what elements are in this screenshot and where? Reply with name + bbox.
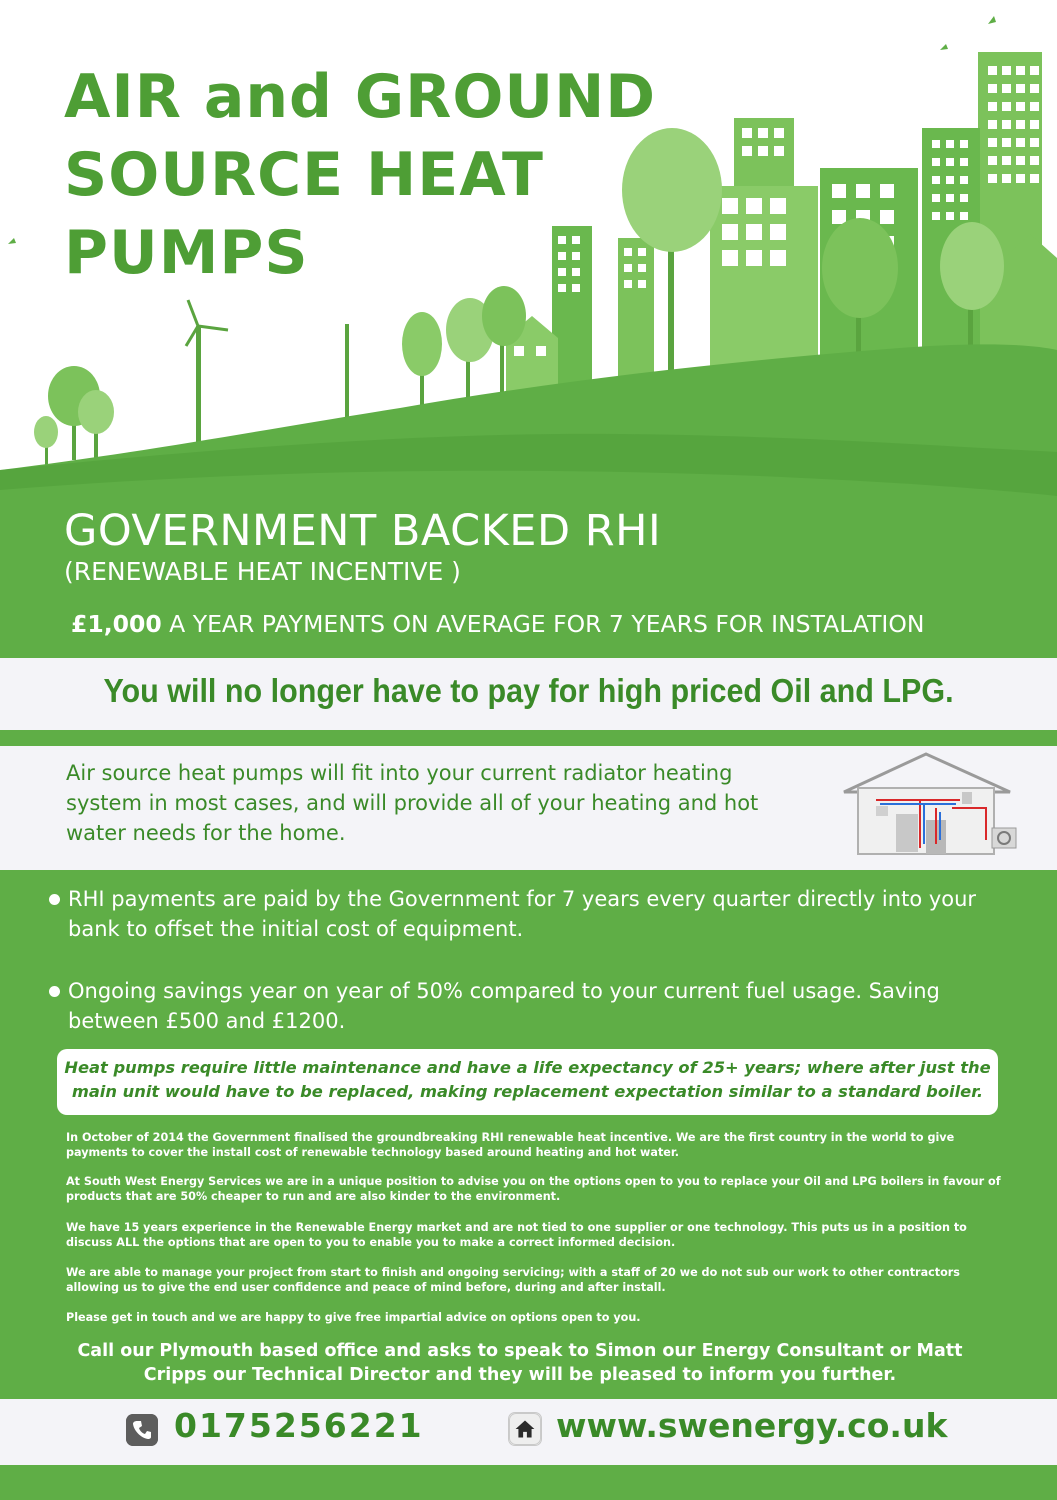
headline-line: SOURCE HEAT bbox=[64, 140, 544, 210]
website-link[interactable]: www.swenergy.co.uk bbox=[556, 1406, 948, 1445]
air-source-text: Air source heat pumps will fit into your current radiator heating system in most cases, and will provide all of your heating and hot water needs for the home. bbox=[66, 761, 759, 845]
payment-amount: £1,000 bbox=[71, 610, 162, 638]
phone-number[interactable]: 0175256221 bbox=[174, 1406, 424, 1445]
bullet-rhi-payments bbox=[68, 884, 1008, 944]
headline-line: AIR and GROUND bbox=[64, 62, 657, 132]
call-to-action: Call our Plymouth based office and asks to speak to Simon our Energy Consultant or Matt Cripps our Technical Director and they will be pleased to inform you further. bbox=[77, 1341, 963, 1385]
bullet-dot-icon bbox=[49, 986, 60, 997]
paragraph-project: We are able to manage your project from start to finish and ongoing servicing; with a staff of 20 we do not sub our work to other contractors allowing us to give the end user confidence and peace of mind before, during and after install. bbox=[66, 1266, 960, 1294]
hero-banner bbox=[0, 0, 1057, 520]
bullet-ongoing-savings bbox=[68, 976, 1008, 1036]
bullet-text: Ongoing savings year on year of 50% compared to your current fuel usage. Saving between £500 and £1200. bbox=[68, 979, 940, 1033]
heat-pump-house-diagram bbox=[836, 748, 1022, 860]
paragraph-government: In October of 2014 the Government finalised the groundbreaking RHI renewable heat incentive. We are the first country in the world to give payments to cover the install cost of renewable technology based around heating and hot water. bbox=[66, 1131, 955, 1159]
rhi-title: GOVERNMENT BACKED RHI bbox=[64, 506, 662, 556]
home-icon bbox=[508, 1412, 542, 1446]
paragraph-contact-invite: Please get in touch and we are happy to give free impartial advice on options open to you. bbox=[66, 1311, 641, 1324]
phone-icon bbox=[126, 1414, 158, 1446]
main-headline bbox=[64, 58, 656, 292]
payment-text: A YEAR PAYMENTS ON AVERAGE FOR 7 YEARS FOR INSTALATION bbox=[169, 610, 925, 638]
bullet-dot-icon bbox=[49, 894, 60, 905]
bullet-text: RHI payments are paid by the Government for 7 years every quarter directly into your bank to offset the initial cost of equipment. bbox=[68, 887, 977, 941]
rhi-subtitle: (RENEWABLE HEAT INCENTIVE ) bbox=[64, 557, 461, 586]
oil-banner-text: You will no longer have to pay for high priced Oil and LPG. bbox=[103, 672, 954, 710]
paragraph-south-west: At South West Energy Services we are in a unique position to advise you on the options open to you to replace your Oil and LPG boilers in favour of products that are 50% cheaper to run and are also kinder to the environment. bbox=[66, 1175, 1001, 1203]
headline-line: PUMPS bbox=[64, 218, 309, 288]
maintenance-text: Heat pumps require little maintenance and have a life expectancy of 25+ years; where after just the main unit would have to be replaced, making replacement expectation similar to a standard boiler. bbox=[64, 1058, 991, 1101]
rhi-payment-line bbox=[71, 610, 924, 638]
paragraph-experience: We have 15 years experience in the Renewable Energy market and are not tied to one supplier or one technology. This puts us in a position to discuss ALL the options that are open to you to enable you to make a correct informed decision. bbox=[66, 1221, 967, 1249]
